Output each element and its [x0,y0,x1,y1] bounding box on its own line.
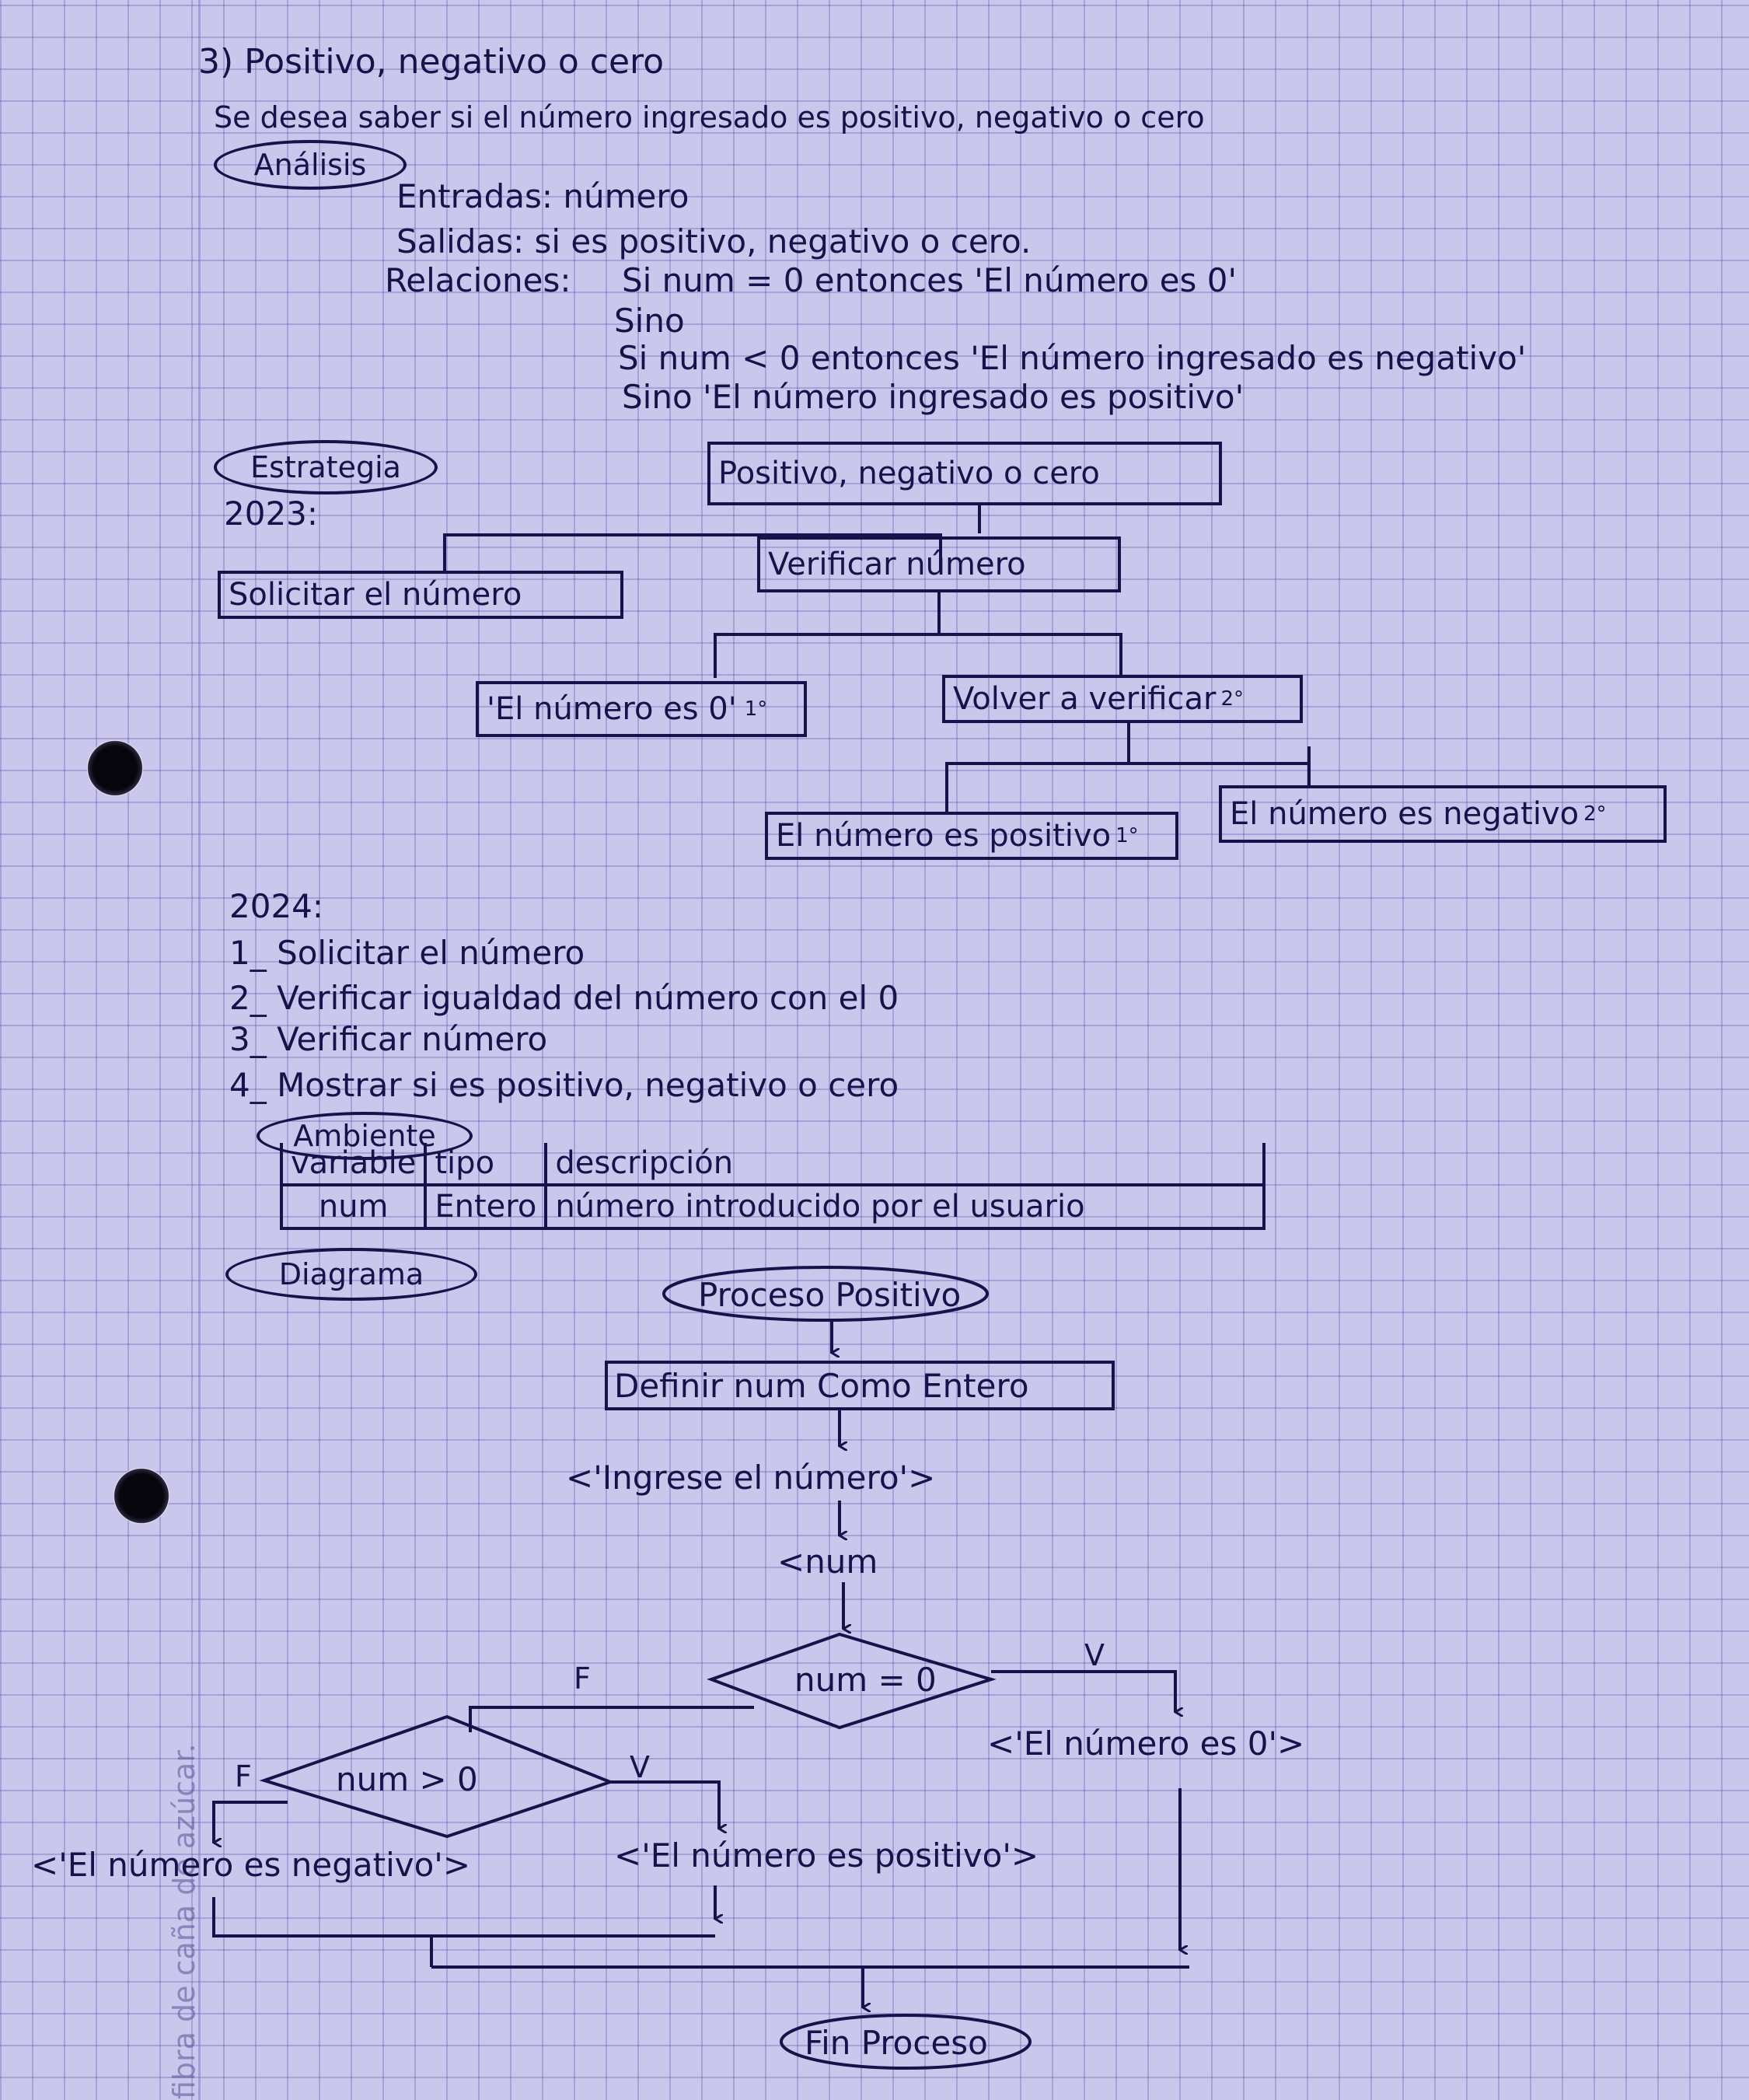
strategy-step-3: 3_ Verificar número [229,1020,548,1058]
tree-positive-order: 1° [1115,824,1139,847]
start-label: Proceso Positivo [698,1276,962,1314]
condition-1-true: V [1084,1638,1105,1672]
tree-root: Positivo, negativo o cero [707,442,1222,505]
header-type: tipo [425,1143,546,1185]
tree-verify: Verificar número [757,536,1121,592]
year-2024: 2024: [229,887,324,925]
flow-true-branch [991,1672,1175,1712]
tree-request: Solicitar el número [218,571,623,619]
strategy-step-4: 4_ Mostrar si es positivo, negativo o cero [229,1066,899,1104]
year-2023: 2023: [224,494,319,533]
tree-negative-order: 2° [1583,802,1607,826]
analysis-outputs: Salidas: si es positivo, negativo o cero. [396,222,1032,260]
strategy-step-1: 1_ Solicitar el número [229,934,585,972]
flow-false-branch-2 [214,1802,288,1843]
tree-verify-again-text: Volver a verificar [953,681,1217,717]
environment-label: Ambiente [257,1112,473,1160]
define-label: Definir num Como Entero [614,1367,1029,1405]
analysis-inputs: Entradas: número [396,177,689,215]
condition-1-label: num = 0 [794,1661,937,1699]
output-positive: <'El número es positivo'> [614,1836,1039,1875]
read-input: <num [777,1543,878,1581]
condition-1-false: F [574,1661,591,1696]
cell-description: número introducido por el usuario [546,1185,1264,1228]
header-variable: variable [281,1143,425,1185]
strategy-label: Estrategia [214,440,438,494]
output-negative: <'El número es negativo'> [31,1846,471,1884]
relation-line-3: Si num < 0 entonces 'El número ingresado es negativo' [618,339,1527,377]
header-description: descripción [546,1143,1264,1185]
analysis-relations-label: Relaciones: [385,261,571,299]
relation-line-1: Si num = 0 entonces 'El número es 0' [622,261,1238,299]
analysis-label: Análisis [214,140,407,190]
tree-verify-again-order: 2° [1220,687,1245,711]
condition-2-label: num > 0 [336,1760,478,1798]
relation-line-2: Sino [614,302,685,340]
exercise-title: 3) Positivo, negativo o cero [198,42,665,82]
tree-negative-text: El número es negativo [1230,796,1580,832]
tree-zero-order: 1° [744,697,768,721]
flow-false-branch [470,1707,754,1732]
exercise-statement: Se desea saber si el número ingresado es positivo, negativo o cero [214,100,1205,135]
paper-watermark: fibra de caña de azúcar. [167,1743,201,2099]
condition-2-false: F [235,1759,252,1794]
strategy-step-2: 2_ Verificar igualdad del número con el 0 [229,979,899,1017]
condition-2-true: V [630,1750,650,1784]
diagram-label: Diagrama [225,1248,477,1301]
cell-type: Entero [425,1185,546,1228]
prompt-output: <'Ingrese el número'> [566,1459,936,1497]
flow-true-branch-2 [610,1782,719,1829]
flow-merge [214,1897,715,1936]
output-zero: <'El número es 0'> [987,1724,1305,1763]
end-label: Fin Proceso [805,2024,988,2062]
relation-line-4: Sino 'El número ingresado es positivo' [622,378,1245,416]
tree-zero-text: 'El número es 0' [487,691,737,727]
cell-variable: num [281,1185,425,1228]
tree-positive-text: El número es positivo [776,818,1112,854]
